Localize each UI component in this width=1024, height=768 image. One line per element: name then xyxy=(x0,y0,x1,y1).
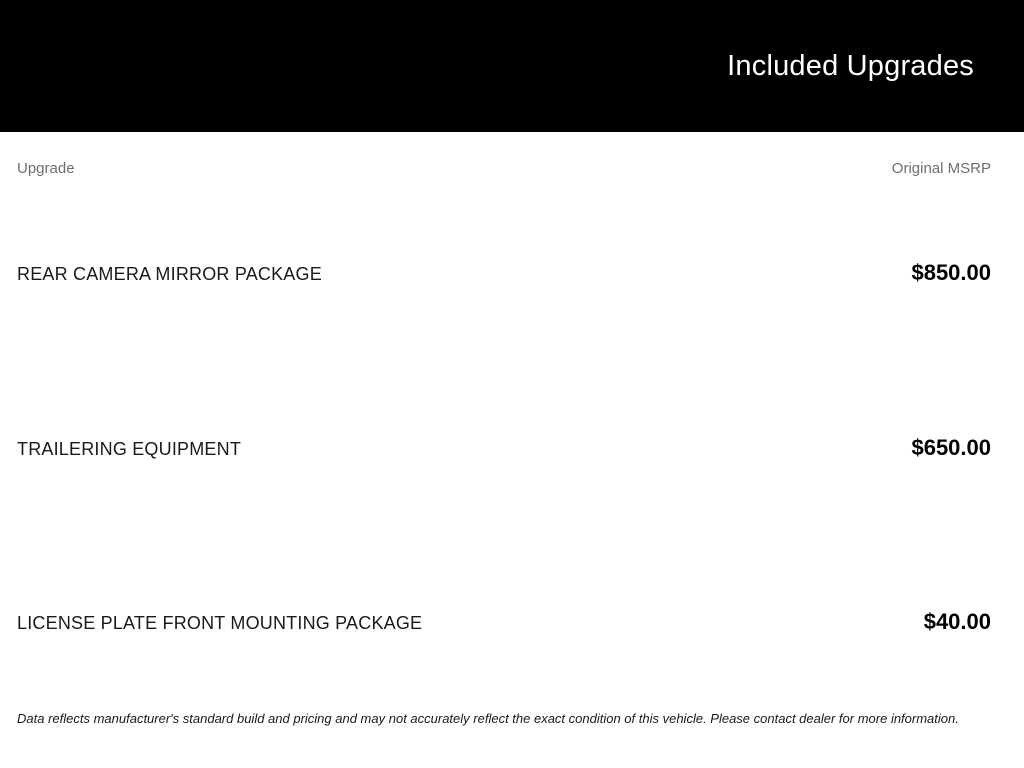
upgrade-price: $850.00 xyxy=(911,260,991,285)
header-bar xyxy=(0,0,1024,132)
table-column-headers xyxy=(17,160,991,177)
page-title: Included Upgrades xyxy=(727,49,974,82)
upgrade-name: LICENSE PLATE FRONT MOUNTING PACKAGE xyxy=(17,613,423,633)
table-row xyxy=(17,260,991,286)
disclaimer-text: Data reflects manufacturer's standard build and pricing and may not accurately reflect the exact condition of this vehicle. Please contact dealer for more information. xyxy=(17,711,959,726)
upgrade-price: $650.00 xyxy=(911,435,991,460)
upgrade-name: REAR CAMERA MIRROR PACKAGE xyxy=(17,264,322,284)
upgrade-name: TRAILERING EQUIPMENT xyxy=(17,439,242,459)
table-row xyxy=(17,435,991,461)
column-header-upgrade: Upgrade xyxy=(17,160,75,177)
table-row xyxy=(17,609,991,635)
column-header-original-msrp: Original MSRP xyxy=(891,160,991,177)
upgrade-price: $40.00 xyxy=(923,609,991,634)
